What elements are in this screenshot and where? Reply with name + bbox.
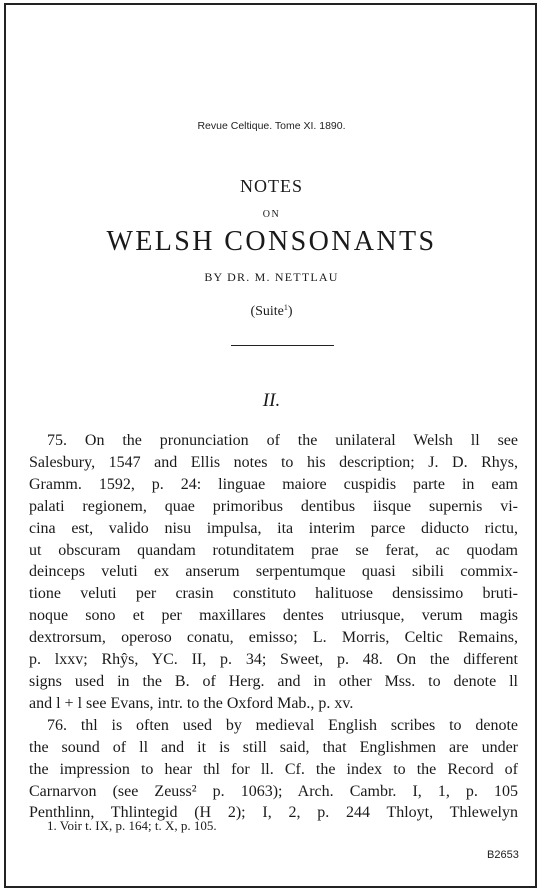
author-byline: BY DR. M. NETTLAU bbox=[204, 270, 339, 284]
section-number: II. bbox=[262, 390, 281, 411]
text-line: Gramm. 1592, p. 24: linguae maiore cuspidis parte in eam bbox=[29, 475, 518, 493]
heading-notes: NOTES bbox=[240, 176, 303, 196]
text-line: Salesbury, 1547 and Ellis notes to his description; J. D. Rhys, bbox=[29, 453, 518, 471]
text-line: the impression to hear thl for ll. Cf. the index to the Record of bbox=[29, 760, 518, 778]
text-line: ut obscuram quandam rotunditatem prae se ferat, ac quodam bbox=[29, 541, 518, 559]
text-line: cina est, valido nisu impulsa, ita interim parce diducto rictu, bbox=[29, 519, 518, 537]
text-line: dextrorsum, operoso conatu, emisso; L. Morris, Celtic Remains, bbox=[29, 629, 518, 647]
text-line: 76. thl is often used by medieval English scribes to denote bbox=[47, 716, 518, 734]
suite-close: ) bbox=[287, 304, 293, 319]
page-code: B2653 bbox=[487, 849, 519, 861]
text-line: signs used in the B. of Herg. and in other Mss. to denote ll bbox=[29, 672, 518, 690]
text-line: p. lxxv; Rhŷs, YC. II, p. 34; Sweet, p. 48. On the different bbox=[29, 651, 518, 669]
suite-note bbox=[0, 303, 543, 320]
text-line: Penthlinn, Thlintegid (H 2); I, 2, p. 244 Thloyt, Thlewelyn bbox=[29, 804, 518, 822]
heading-on: ON bbox=[262, 209, 281, 220]
text-line: noque sono et per maxillares dentes utriusque, verum magis bbox=[29, 607, 518, 625]
text-line: and l + l see Evans, intr. to the Oxford Mab., p. xv. bbox=[29, 694, 354, 712]
footnote-mark: 1 bbox=[283, 303, 288, 312]
body-paragraphs bbox=[29, 430, 518, 824]
suite-label: (Suite bbox=[250, 304, 284, 319]
article-title: WELSH CONSONANTS bbox=[106, 226, 437, 257]
text-line: the sound of ll and it is still said, that Englishmen are under bbox=[29, 738, 518, 756]
source-citation: Revue Celtique. Tome XI. 1890. bbox=[197, 120, 346, 132]
text-line: 75. On the pronunciation of the unilateral Welsh ll see bbox=[47, 432, 518, 449]
footnote: 1. Voir t. IX, p. 164; t. X, p. 105. bbox=[47, 818, 217, 833]
title-rule bbox=[231, 345, 334, 346]
text-line: deinceps veluti ex anserum serpentumque quasi sibili commix- bbox=[29, 563, 518, 581]
text-line: tione veluti per crasin constituto halituose densissimo bruti- bbox=[29, 585, 518, 603]
text-line: palati regionem, quae primoribus dentibus iisque supernis vi- bbox=[29, 497, 518, 515]
text-line: Carnarvon (see Zeuss² p. 1063); Arch. Cambr. I, 1, p. 105 bbox=[29, 782, 518, 800]
